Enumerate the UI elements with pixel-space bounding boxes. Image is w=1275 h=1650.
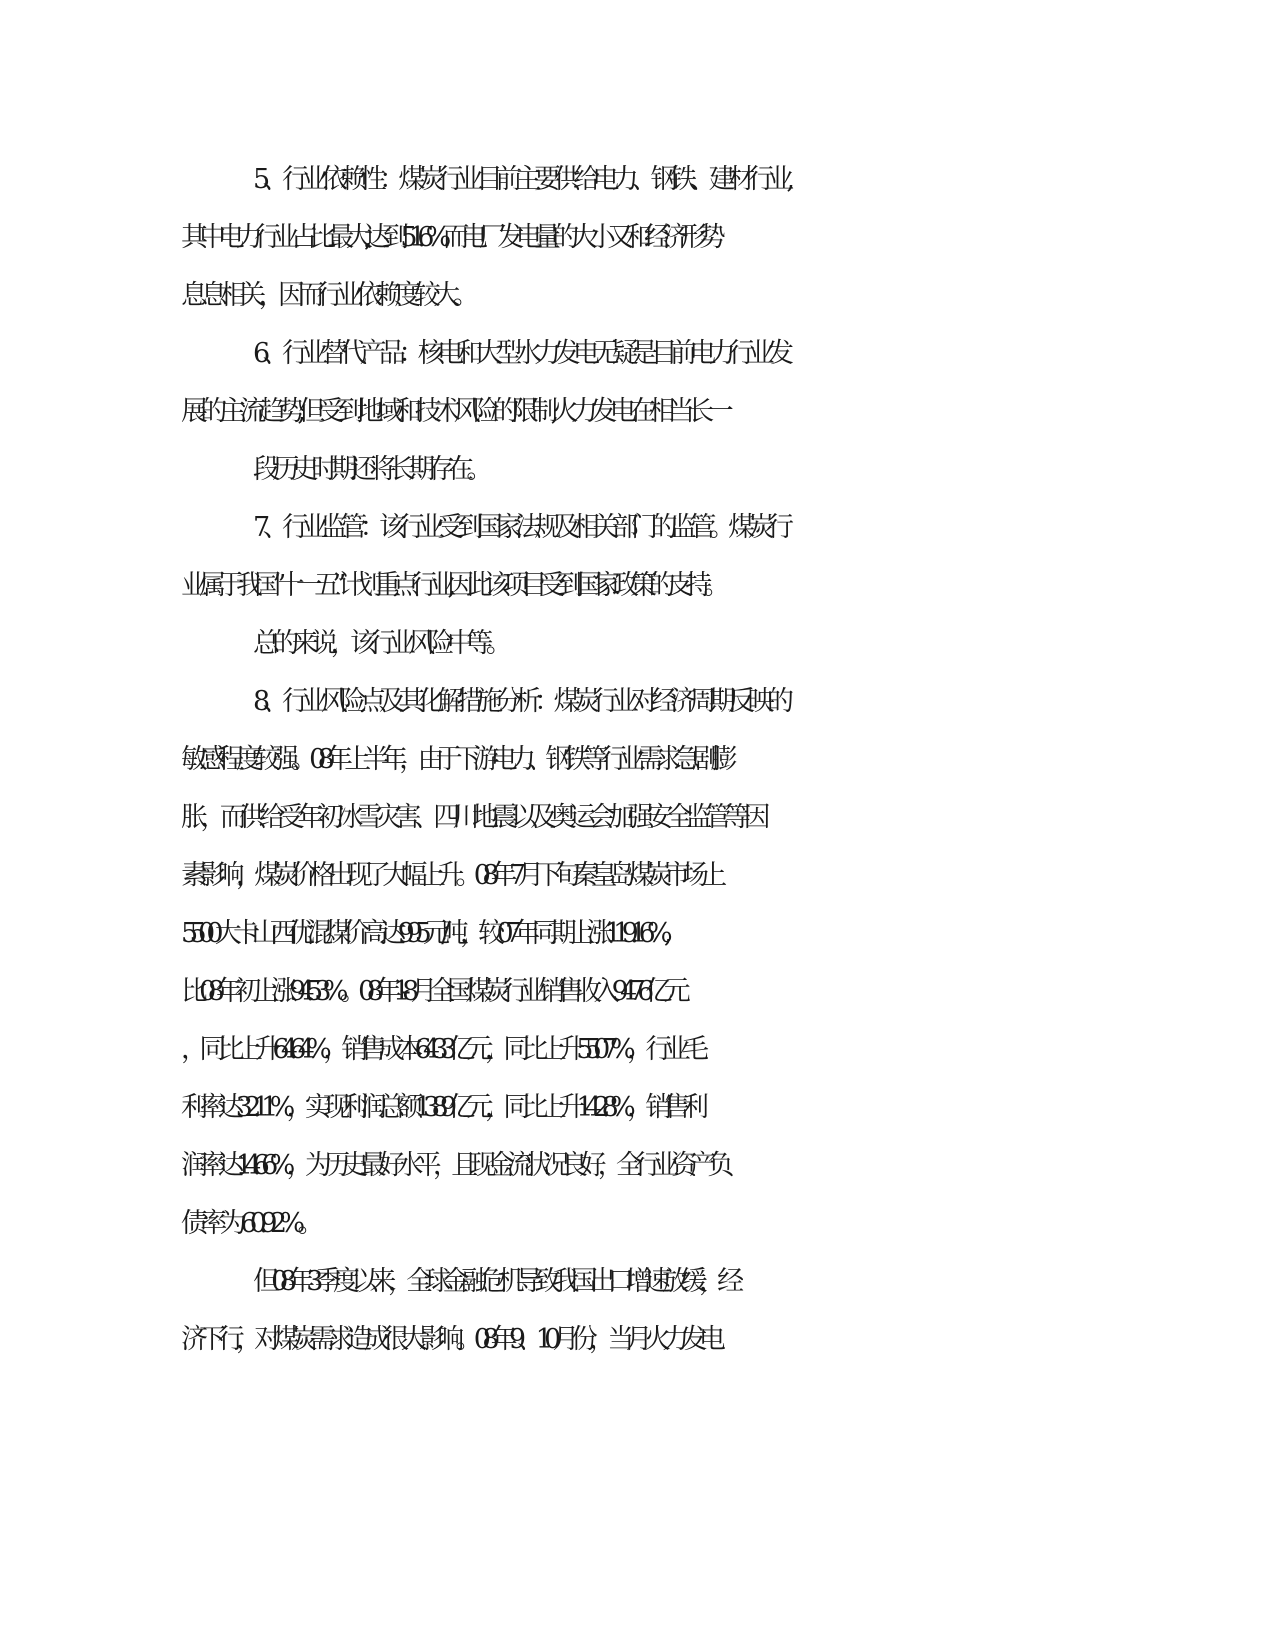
paragraph-9-line-1: 但 08 年 3 季度以来，全球金融危机导致我国出口增速放缓，经 (253, 1266, 736, 1297)
paragraph-6-line-1: 6、行业替代产品：核电和大型水力发电无疑是目前电力行业发 (253, 338, 787, 369)
paragraph-7-line-1: 7、行业监管：该行业受到国家法规及相关部门的监管。煤炭行 (253, 512, 787, 543)
paragraph-9-line-2: 济下行，对煤炭需求造成很大影响。08 年 9、10 月份，当月火力发电 (181, 1324, 718, 1355)
paragraph-6-line-2: 展的主流趋势,但受到地域和技术风险的限制,火力发电在相当长一 (181, 396, 727, 427)
paragraph-8-line-7: ，同比上升 64.64%，销售成本 6433 亿元，同比上升 55.07%，行业毛 (181, 1034, 701, 1065)
paragraph-8-line-10: 债率为 60.92%。 (181, 1208, 317, 1239)
paragraph-8-line-1: 8、行业风险点及其化解措施分析：煤炭行业对经济周期反映的 (253, 686, 787, 717)
paragraph-7-line-2: 业属于我国”十一五”计划重点行业,因此该项目受到国家政策的支持。 (181, 570, 722, 601)
paragraph-8-line-4: 素影响，煤炭价格出现了大幅上升。08 年 7月下旬秦皇岛煤炭市场上 (181, 860, 719, 891)
paragraph-5-line-3: 息息相关，因而行业依赖度较大。 (181, 280, 472, 311)
paragraph-6-line-3: 段历史时期还将长期存在。 (253, 454, 486, 485)
summary-line: 总的来说，该行业风险中等。 (253, 628, 506, 659)
paragraph-8-line-2: 敏感程度较强。08 年上半年，由于下游电力、钢铁等行业需求急剧膨 (181, 744, 729, 775)
paragraph-8-line-5: 5500 大卡山西优混煤价高达 995 元/吨，较 07 年同期上涨 119.16%, (181, 918, 664, 949)
paragraph-8-line-8: 利率达 32.11%，实现利润总额 1389 亿元，同比上升 142.8%，销售利 (181, 1092, 701, 1123)
paragraph-8-line-9: 润率达 14.66%，为历史最好水平，且现金流状况良好，全行业资产负 (181, 1150, 726, 1181)
paragraph-8-line-6: 比 08 年初上涨 94.53%。08 年 1-8 月全国煤炭行业销售收入 9476 亿元 (181, 976, 683, 1007)
paragraph-5-line-1: 5、行业依赖性：煤炭行业目前主要供给电力、钢铁、建材行业, (253, 164, 788, 195)
paragraph-8-line-3: 胀，而供给受年初冰雪灾害、四川地震以及奥运会加强安全监管等因 (181, 802, 763, 833)
paragraph-5-line-2: 其中电力行业占比最大,达到 51.6%.而电厂发电量的大小又和经济形势 (181, 222, 718, 253)
